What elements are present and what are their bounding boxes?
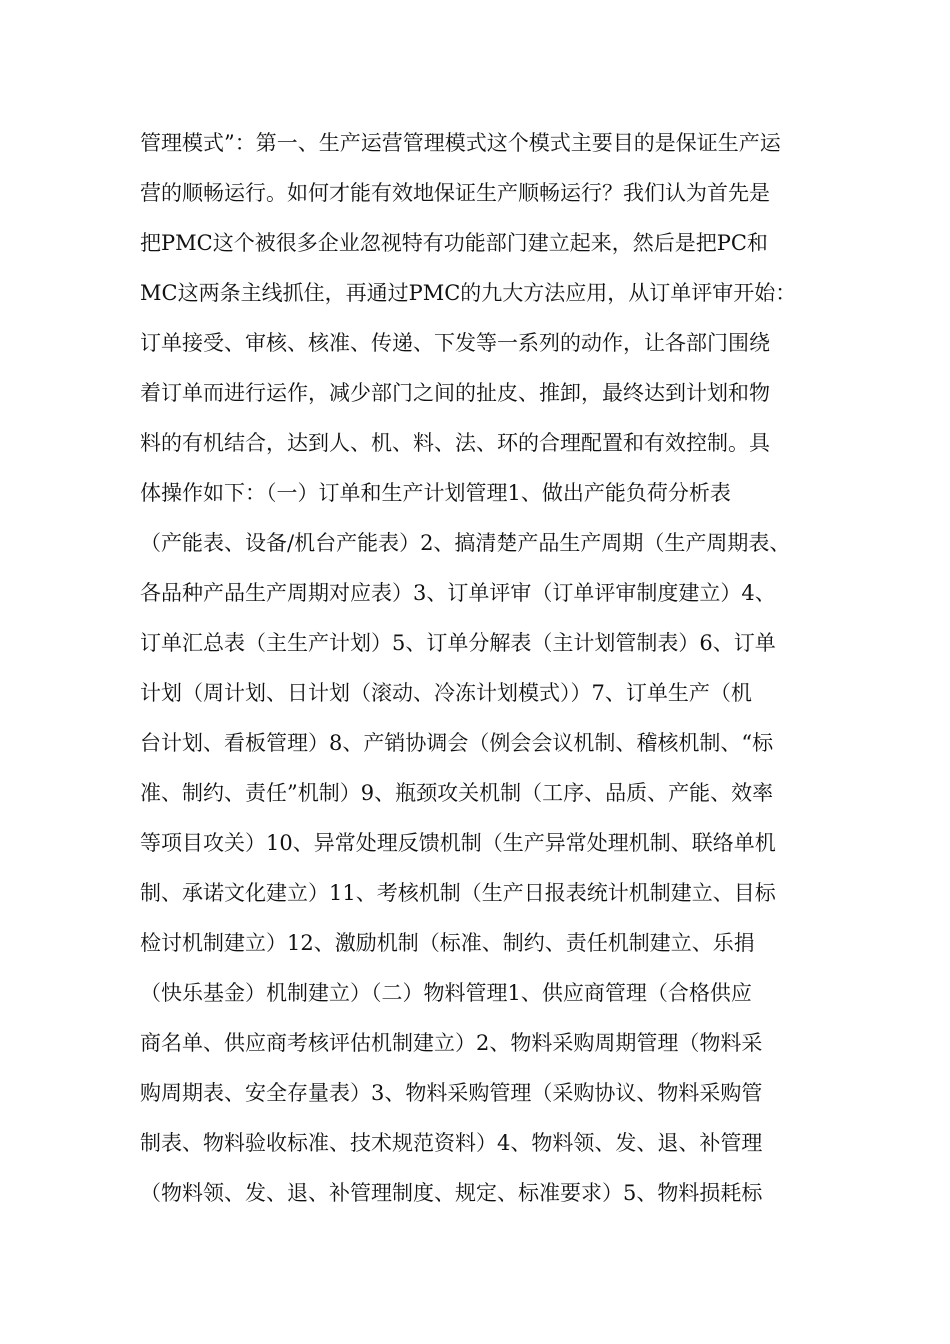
text-line-22: （物料领、发、退、补管理制度、规定、标准要求）5、物料损耗标 <box>140 1181 763 1205</box>
text-line-10: 各品种产品生产周期对应表）3、订单评审（订单评审制度建立）4、 <box>140 581 776 605</box>
text-line-12: 计划（周计划、日计划（滚动、冷冻计划模式））7、订单生产（机 <box>140 681 752 705</box>
text-line-7: 料的有机结合，达到人、机、料、法、环的合理配置和有效控制。具 <box>140 431 770 455</box>
text-line-16: 制、承诺文化建立）11、考核机制（生产日报表统计机制建立、目标 <box>140 881 776 905</box>
text-line-14: 准、制约、责任”机制）9、瓶颈攻关机制（工序、品质、产能、效率 <box>140 781 774 805</box>
text-line-19: 商名单、供应商考核评估机制建立）2、物料采购周期管理（物料采 <box>140 1031 763 1055</box>
text-line-17: 检讨机制建立）12、激励机制（标准、制约、责任机制建立、乐捐 <box>140 931 755 955</box>
text-line-2: 营的顺畅运行。如何才能有效地保证生产顺畅运行？我们认为首先是 <box>140 181 770 205</box>
text-line-8: 体操作如下：（一）订单和生产计划管理1、做出产能负荷分析表 <box>140 481 731 505</box>
text-line-1: 管理模式”：第一、生产运营管理模式这个模式主要目的是保证生产运 <box>140 131 781 155</box>
text-line-3: 把PMC这个被很多企业忽视特有功能部门建立起来，然后是把PC和 <box>140 231 768 255</box>
text-line-21: 制表、物料验收标准、技术规范资料）4、物料领、发、退、补管理 <box>140 1131 763 1155</box>
text-line-11: 订单汇总表（主生产计划）5、订单分解表（主计划管制表）6、订单 <box>140 631 776 655</box>
text-line-5: 订单接受、审核、核准、传递、下发等一系列的动作，让各部门围绕 <box>140 331 770 355</box>
text-line-9: （产能表、设备/机台产能表）2、搞清楚产品生产周期（生产周期表、 <box>140 531 791 555</box>
text-line-13: 台计划、看板管理）8、产销协调会（例会会议机制、稽核机制、“标 <box>140 731 774 755</box>
text-line-18: （快乐基金）机制建立）（二）物料管理1、供应商管理（合格供应 <box>140 981 752 1005</box>
body-text <box>140 118 830 1218</box>
text-line-4: MC这两条主线抓住，再通过PMC的九大方法应用，从订单评审开始： <box>140 281 797 305</box>
text-line-15: 等项目攻关）10、异常处理反馈机制（生产异常处理机制、联络单机 <box>140 831 776 855</box>
text-line-20: 购周期表、安全存量表）3、物料采购管理（采购协议、物料采购管 <box>140 1081 763 1105</box>
text-line-6: 着订单而进行运作，减少部门之间的扯皮、推卸，最终达到计划和物 <box>140 381 770 405</box>
